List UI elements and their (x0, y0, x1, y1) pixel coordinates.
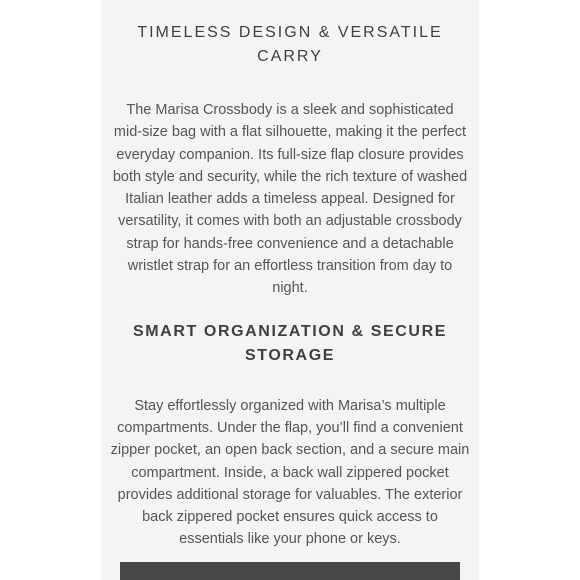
product-description-panel (101, 0, 479, 580)
section-body-organization: Stay effortlessly organized with Marisa’s multiple compartments. Under the flap, you’ll find a convenient zipper pocket, an open back section, and a secure main compartment. Inside, a back wall zippered pocket provides additional storage for valuables. The exterior back zippered pocket ensures quick access to essentials like your phone or keys. (110, 397, 470, 548)
section-heading-design: TIMELESS DESIGN & VERSATILE CARRY (137, 24, 443, 65)
section-heading-organization: SMART ORGANIZATION & SECURE STORAGE (132, 322, 447, 364)
bottom-action-bar[interactable] (120, 562, 460, 580)
section-body-design: The Marisa Crossbody is a sleek and sophisticated mid-size bag with a flat silhouette, making it the perfect everyday companion. Its full-size flap closure provides both style and security, while the rich texture of washed Italian leather adds a timeless appeal. Designed for versatility, it comes with both an adjustable crossbody strap for hands-free convenience and a detachable wristlet strap for an effortless transition from day to night. (112, 102, 468, 297)
